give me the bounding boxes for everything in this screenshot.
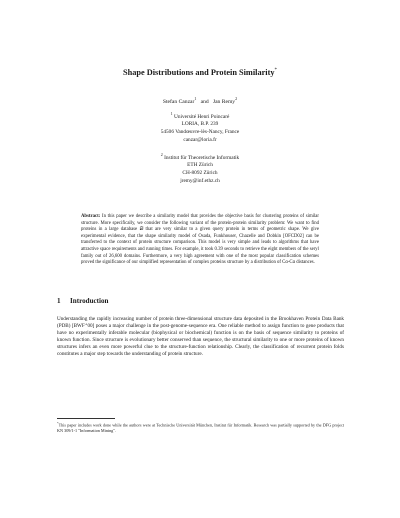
footnote-divider — [57, 418, 115, 419]
author-name: Stefan Canzar — [162, 98, 195, 105]
author-affiliation-mark: 2 — [235, 96, 238, 101]
affiliation-institution: Institut für Theoretische Informatik — [164, 154, 240, 161]
footnote-text: This paper includes work done while the authors were at Technische Universität München, Institut für Informatik. Research was partially supported by the DFG project KN 309/1-1 "Information Mining". — [57, 422, 344, 433]
section-number: 1 — [57, 297, 61, 305]
abstract — [81, 214, 319, 267]
affiliation-block — [0, 151, 400, 185]
affiliation-mark: 1 — [170, 111, 173, 116]
section-title: Introduction — [70, 297, 109, 305]
paper-title — [0, 68, 400, 77]
affiliation-line — [0, 110, 400, 121]
affiliation-line: ETH Zürich — [187, 162, 213, 169]
introduction-paragraph: Understanding the rapidly increasing number of protein three-dimensional structure data deposited in the Brookhaven Protein Data Bank (PDB) [BWF⁺00] poses a major challenge in the post-genome-sequence era. One reliable method to assign function to gene products that have no experimentally inferable molecular (biophysical or biochemical) function is on the basis of sequence similarity to proteins of known function. Since structure is evolutionary better conserved than sequence, the structural similarity to one or more proteins of known structures infers an even more powerful clue to the structure-function relationship. Clearly, the classification of recurrent protein folds constitutes a major step towards the understanding of protein structure. — [57, 316, 344, 358]
abstract-label: Abstract: — [81, 214, 101, 219]
title-text: Shape Distributions and Protein Similarity — [122, 68, 275, 77]
author-conjunction: and — [200, 98, 209, 105]
footnote — [57, 421, 344, 434]
affiliation-institution: Université Henri Poincaré — [174, 113, 230, 120]
author-name: Jan Remy — [212, 98, 236, 105]
section-heading — [57, 297, 109, 305]
affiliation-line: 54506 Vandœuvre-lès-Nancy, France — [160, 128, 240, 135]
title-footnote-mark: * — [274, 68, 277, 74]
affiliation-block — [0, 110, 400, 144]
author-affiliation-mark: 1 — [194, 96, 197, 101]
affiliation-mark: 2 — [160, 152, 163, 157]
affiliation-email: canzar@loria.fr — [183, 136, 217, 143]
affiliation-line: LORIA, B.P. 239 — [181, 121, 219, 128]
abstract-text: In this paper we describe a similarity model that provides the objective basis for clustering proteins of similar structure. More specifically, we consider the following variant of the protein-protein similarity problem: We want to find proteins in a large database 𝒟 that are very similar to a given query protein in terms of geometric shape. We give experimental evidence, that the shape similarity model of Osada, Funkhouser, Chazelle and Dobkin [OFCD02] can be transferred to the context of protein structure comparison. This model is very simple and leads to algorithms that have attractive space requirements and running times. For example, it took 0.39 seconds to retrieve the eight members of the seryl family out of 26,600 domains. Furthermore, a very high agreement with one of the most popular classification schemes proved the significance of our simplified representation of complex proteins structure by a distribution of Cα-Cα distances. — [81, 214, 319, 266]
footnote-mark: * — [57, 421, 59, 425]
author-line — [0, 96, 400, 105]
affiliation-line: CH-8092 Zürich — [182, 169, 218, 176]
affiliation-line — [0, 151, 400, 162]
affiliation-email: jremy@inf.ethz.ch — [180, 177, 220, 184]
